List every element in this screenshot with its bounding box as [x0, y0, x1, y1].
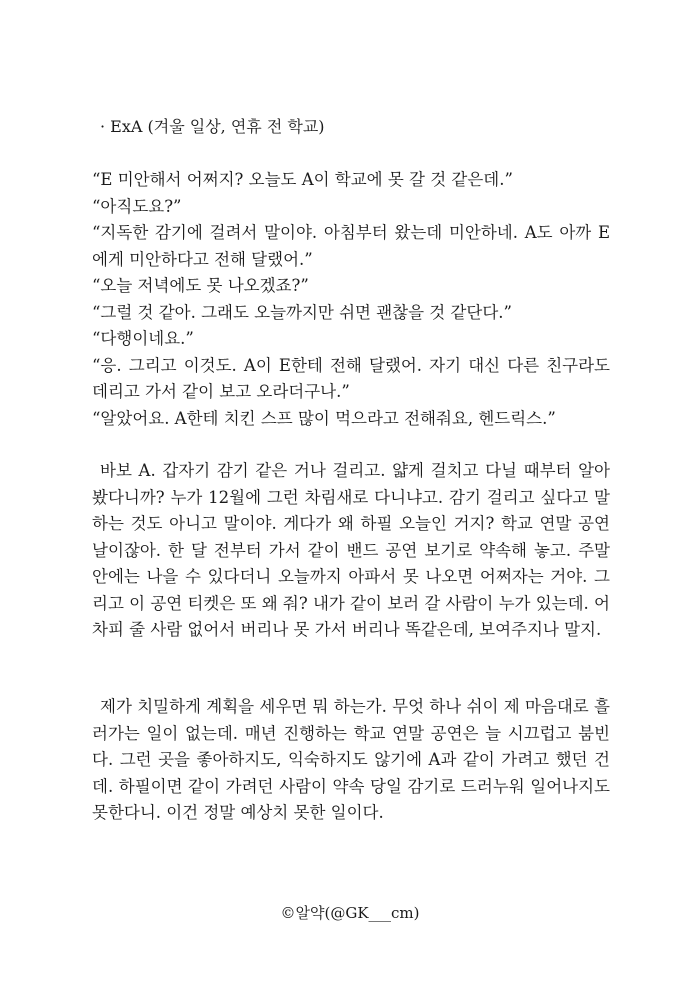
paragraph-text: 바보 A. 갑자기 감기 같은 거나 걸리고. 얇게 걸치고 다닐 때부터 알아봤다니까? 누가 12월에 그런 차림새로 다니냐고. 감기 걸리고 싶다고 말하는 것도 아니고 말이야. 게다가 왜 하필 오늘인 거지? 학교 연말 공연 날이잖아. 한 달 전부터 가서 같이 밴드 공연 보기로 약속해 놓고. 주말 안에는 나을 수 있다더니 오늘까지 아파서 못 나오면 어쩌자는 거야. 그리고 이 공연 티켓은 또 왜 줘? 내가 같이 보러 갈 사람이 누가 있는데. 어차피 줄 사람 없어서 버리나 못 가서 버리나 똑같은데, 보여주지나 말지.	[92, 461, 610, 639]
paragraph-text: 제가 치밀하게 계획을 세우면 뭐 하는가. 무엇 하나 쉬이 제 마음대로 흘러가는 일이 없는데. 매년 진행하는 학교 연말 공연은 늘 시끄럽고 붐빈다. 그런 곳을 좋아하지도, 익숙하지도 않기에 A과 같이 가려고 했던 건데. 하필이면 같이 가려던 사람이 약속 당일 감기로 드러누워 일어나지도 못한다니. 이건 정말 예상치 못한 일이다.	[92, 697, 610, 822]
dialogue-line: “E 미안해서 어쩌지? 오늘도 A이 학교에 못 갈 것 같은데.”	[92, 170, 513, 189]
narration-paragraph-2	[92, 694, 610, 827]
dialogue-line: “응. 그리고 이것도. A이 E한테 전해 달랬어. 자기 대신 다른 친구라도 데리고 가서 같이 보고 오라더구나.”	[92, 355, 610, 401]
narration-paragraph-1	[92, 458, 610, 644]
dialogue-line: “다행이네요.”	[92, 329, 194, 348]
dialogue-line: “오늘 저녁에도 못 나오겠죠?”	[92, 276, 309, 295]
dialogue-line: “알았어요. A한테 치킨 스프 많이 먹으라고 전해줘요, 헨드릭스.”	[92, 408, 556, 428]
dialogue-line: “아직도요?”	[92, 196, 182, 216]
section-heading: · ExA (겨울 일상, 연휴 전 학교)	[100, 117, 325, 136]
dialogue-line: “지독한 감기에 걸려서 말이야. 아침부터 왔는데 미안하네. A도 아까 E에게 미안하다고 전해 달랬어.”	[92, 223, 610, 269]
copyright-footer: ©알약(@GK___cm)	[280, 904, 420, 922]
dialogue-block	[92, 167, 610, 432]
dialogue-line: “그럴 것 같아. 그래도 오늘까지만 쉬면 괜찮을 것 같단다.”	[92, 302, 512, 322]
